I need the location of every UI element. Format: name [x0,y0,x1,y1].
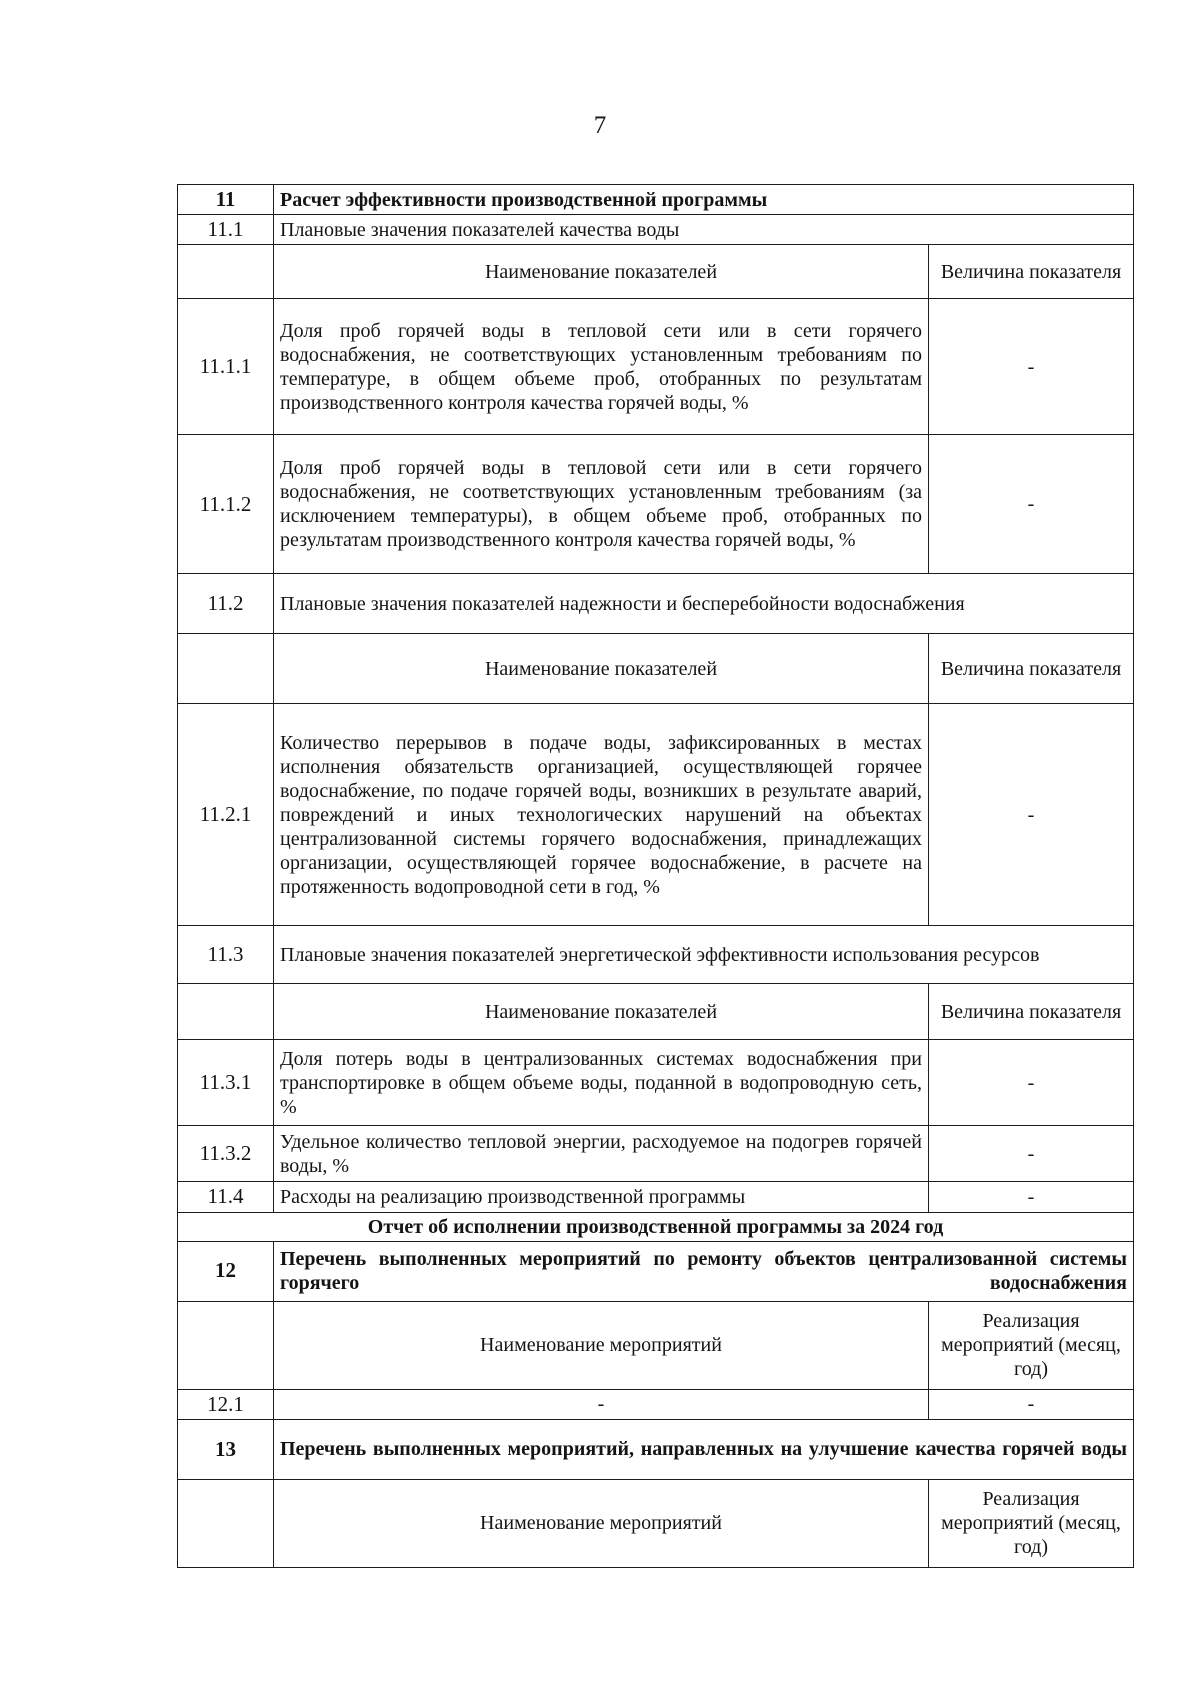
column-header-row [178,634,1134,704]
subsection-number: 11.1 [178,215,274,245]
column-header-name: Наименование показателей [274,245,929,299]
indicator-value: - [929,299,1134,435]
indicator-name: Доля потерь воды в централизованных системах водоснабжения при транспортировке в общем объеме воды, поданной в водопроводную сеть, % [274,1040,929,1126]
column-header-value: Реализация мероприятий (месяц, год) [929,1479,1134,1567]
indicator-value: - [929,1126,1134,1182]
row-number: 11.1.1 [178,299,274,435]
section-row [178,1241,1134,1301]
section-number: 13 [178,1419,274,1479]
indicator-name: Доля проб горячей воды в тепловой сети или в сети горячего водоснабжения, не соответствующих установленным требованиям по температуре, в общем объеме проб, отобранных по результатам производственного контроля качества горячей воды, % [274,299,929,435]
table-row [178,1126,1134,1182]
column-header-name: Наименование показателей [274,984,929,1040]
section-row [178,1419,1134,1479]
row-number: 12.1 [178,1389,274,1419]
indicator-name: Доля проб горячей воды в тепловой сети или в сети горячего водоснабжения, не соответствующих установленным требованиям (за исключением температуры), в общем объеме проб, отобранных по результатам производственного контроля качества горячей воды, % [274,435,929,574]
row-number: 11.4 [178,1182,274,1212]
empty-cell [178,984,274,1040]
empty-cell [178,634,274,704]
column-header-value: Реализация мероприятий (месяц, год) [929,1301,1134,1389]
table-row [178,299,1134,435]
indicator-value: - [929,435,1134,574]
measure-name: - [274,1389,929,1419]
column-header-row [178,984,1134,1040]
column-header-row [178,1301,1134,1389]
subsection-row [178,926,1134,984]
column-header-row [178,1479,1134,1567]
section-title: Расчет эффективности производственной программы [274,185,1134,215]
subsection-row [178,574,1134,634]
section-title: Перечень выполненных мероприятий по ремонту объектов централизованной системы горячего водоснабжения [274,1241,1134,1301]
column-header-name: Наименование мероприятий [274,1301,929,1389]
table-row [178,704,1134,926]
column-header-value: Величина показателя [929,634,1134,704]
section-title: Перечень выполненных мероприятий, направленных на улучшение качества горячей воды [274,1419,1134,1479]
row-number: 11.2.1 [178,704,274,926]
indicator-value: - [929,704,1134,926]
table-row [178,1389,1134,1419]
table-row [178,1182,1134,1212]
row-number: 11.3.1 [178,1040,274,1126]
section-number: 12 [178,1241,274,1301]
subsection-row [178,215,1134,245]
row-number: 11.3.2 [178,1126,274,1182]
table-row [178,1040,1134,1126]
indicator-name: Расходы на реализацию производственной программы [274,1182,929,1212]
subsection-title: Плановые значения показателей энергетической эффективности использования ресурсов [274,926,1134,984]
page-number: 7 [593,112,607,139]
empty-cell [178,245,274,299]
subsection-number: 11.3 [178,926,274,984]
column-header-row [178,245,1134,299]
row-number: 11.1.2 [178,435,274,574]
section-number: 11 [178,185,274,215]
report-table [177,184,1134,1568]
report-title-row [178,1212,1134,1241]
section-row [178,185,1134,215]
column-header-name: Наименование показателей [274,634,929,704]
measure-date: - [929,1389,1134,1419]
column-header-name: Наименование мероприятий [274,1479,929,1567]
indicator-name: Количество перерывов в подаче воды, зафиксированных в местах исполнения обязательств организацией, осуществляющей горячее водоснабжение, по подаче горячей воды, возникших в результате аварий, повреждений и иных технологических нарушений на объектах централизованной системы горячего водоснабжения, принадлежащих организации, осуществляющей горячее водоснабжение, в расчете на протяженность водопроводной сети в год, % [274,704,929,926]
report-title: Отчет об исполнении производственной программы за 2024 год [178,1212,1134,1241]
subsection-title: Плановые значения показателей надежности и бесперебойности водоснабжения [274,574,1134,634]
indicator-value: - [929,1040,1134,1126]
column-header-value: Величина показателя [929,984,1134,1040]
indicator-name: Удельное количество тепловой энергии, расходуемое на подогрев горячей воды, % [274,1126,929,1182]
column-header-value: Величина показателя [929,245,1134,299]
table-row [178,435,1134,574]
indicator-value: - [929,1182,1134,1212]
subsection-number: 11.2 [178,574,274,634]
empty-cell [178,1479,274,1567]
empty-cell [178,1301,274,1389]
subsection-title: Плановые значения показателей качества воды [274,215,1134,245]
